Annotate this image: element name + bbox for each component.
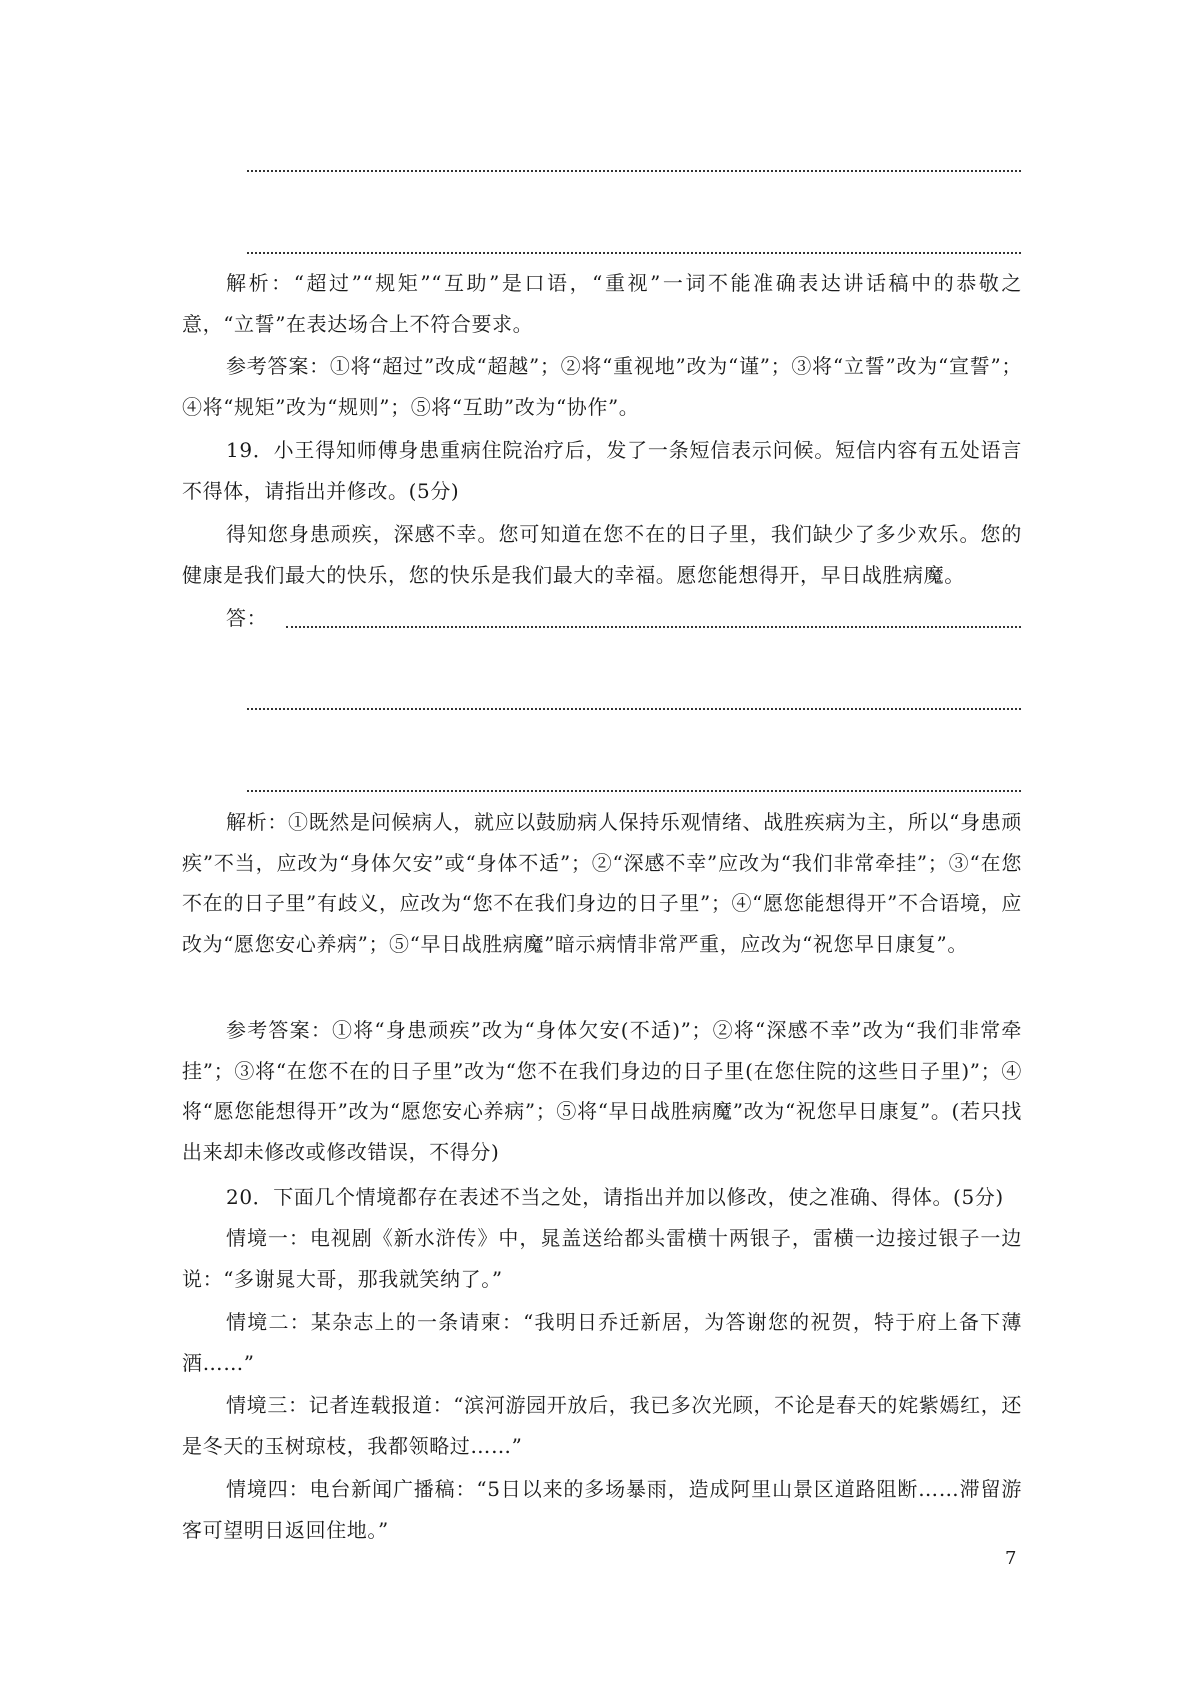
question-20: 20．下面几个情境都存在表述不当之处，请指出并加以修改，使之准确、得体。(5分) xyxy=(226,1185,1004,1209)
scenario-2: 情境二：某杂志上的一条请柬：“我明日乔迁新居，为答谢您的祝贺，特于府上备下薄酒……” xyxy=(182,1310,1022,1375)
scenario-3: 情境三：记者连载报道：“滨河游园开放后，我已多次光顾，不论是春天的姹紫嫣红，还是冬天的玉树琼枝，我都领略过……” xyxy=(182,1393,1022,1458)
answer-blank-line[interactable] xyxy=(247,708,1021,710)
analysis-paragraph: 解析：“超过”“规矩”“互助”是口语，“重视”一词不能准确表达讲话稿中的恭敬之意，“立誓”在表达场合上不符合要求。 xyxy=(182,271,1022,336)
answer-blank-line[interactable] xyxy=(286,626,1021,628)
scenario-4: 情境四：电台新闻广播稿：“5日以来的多场暴雨，造成阿里山景区道路阻断……滞留游客可望明日返回住地。” xyxy=(182,1477,1022,1542)
answer-blank-line[interactable] xyxy=(247,170,1021,172)
reference-answer-paragraph: 参考答案：①将“身患顽疾”改为“身体欠安(不适)”；②将“深感不幸”改为“我们非常牵挂”；③将“在您不在的日子里”改为“您不在我们身边的日子里(在您住院的这些日子里)”；④将“愿您能想得开”改为“愿您安心养病”；⑤将“早日战胜病魔”改为“祝您早日康复”。(若只找出来却未修改或修改错误，不得分) xyxy=(182,1018,1022,1164)
page-number: 7 xyxy=(1005,1548,1017,1569)
answer-label: 答： xyxy=(226,606,268,630)
sms-message: 得知您身患顽疾，深感不幸。您可知道在您不在的日子里，我们缺少了多少欢乐。您的健康是我们最大的快乐，您的快乐是我们最大的幸福。愿您能想得开，早日战胜病魔。 xyxy=(182,522,1022,587)
analysis-paragraph: 解析：①既然是问候病人，就应以鼓励病人保持乐观情绪、战胜疾病为主，所以“身患顽疾”不当，应改为“身体欠安”或“身体不适”；②“深感不幸”应改为“我们非常牵挂”；③“在您不在的日子里”有歧义，应改为“您不在我们身边的日子里”；④“愿您能想得开”不合语境，应改为“愿您安心养病”；⑤“早日战胜病魔”暗示病情非常严重，应改为“祝您早日康复”。 xyxy=(182,810,1022,956)
answer-blank-line[interactable] xyxy=(247,252,1021,254)
scenario-1: 情境一：电视剧《新水浒传》中，晁盖送给都头雷横十两银子，雷横一边接过银子一边说：“多谢晁大哥，那我就笑纳了。” xyxy=(182,1226,1022,1291)
reference-answer-paragraph: 参考答案：①将“超过”改成“超越”；②将“重视地”改为“谨”；③将“立誓”改为“宣誓”；④将“规矩”改为“规则”；⑤将“互助”改为“协作”。 xyxy=(182,354,1022,419)
question-19: 19．小王得知师傅身患重病住院治疗后，发了一条短信表示问候。短信内容有五处语言不得体，请指出并修改。(5分) xyxy=(182,438,1022,503)
answer-blank-line[interactable] xyxy=(247,790,1021,792)
